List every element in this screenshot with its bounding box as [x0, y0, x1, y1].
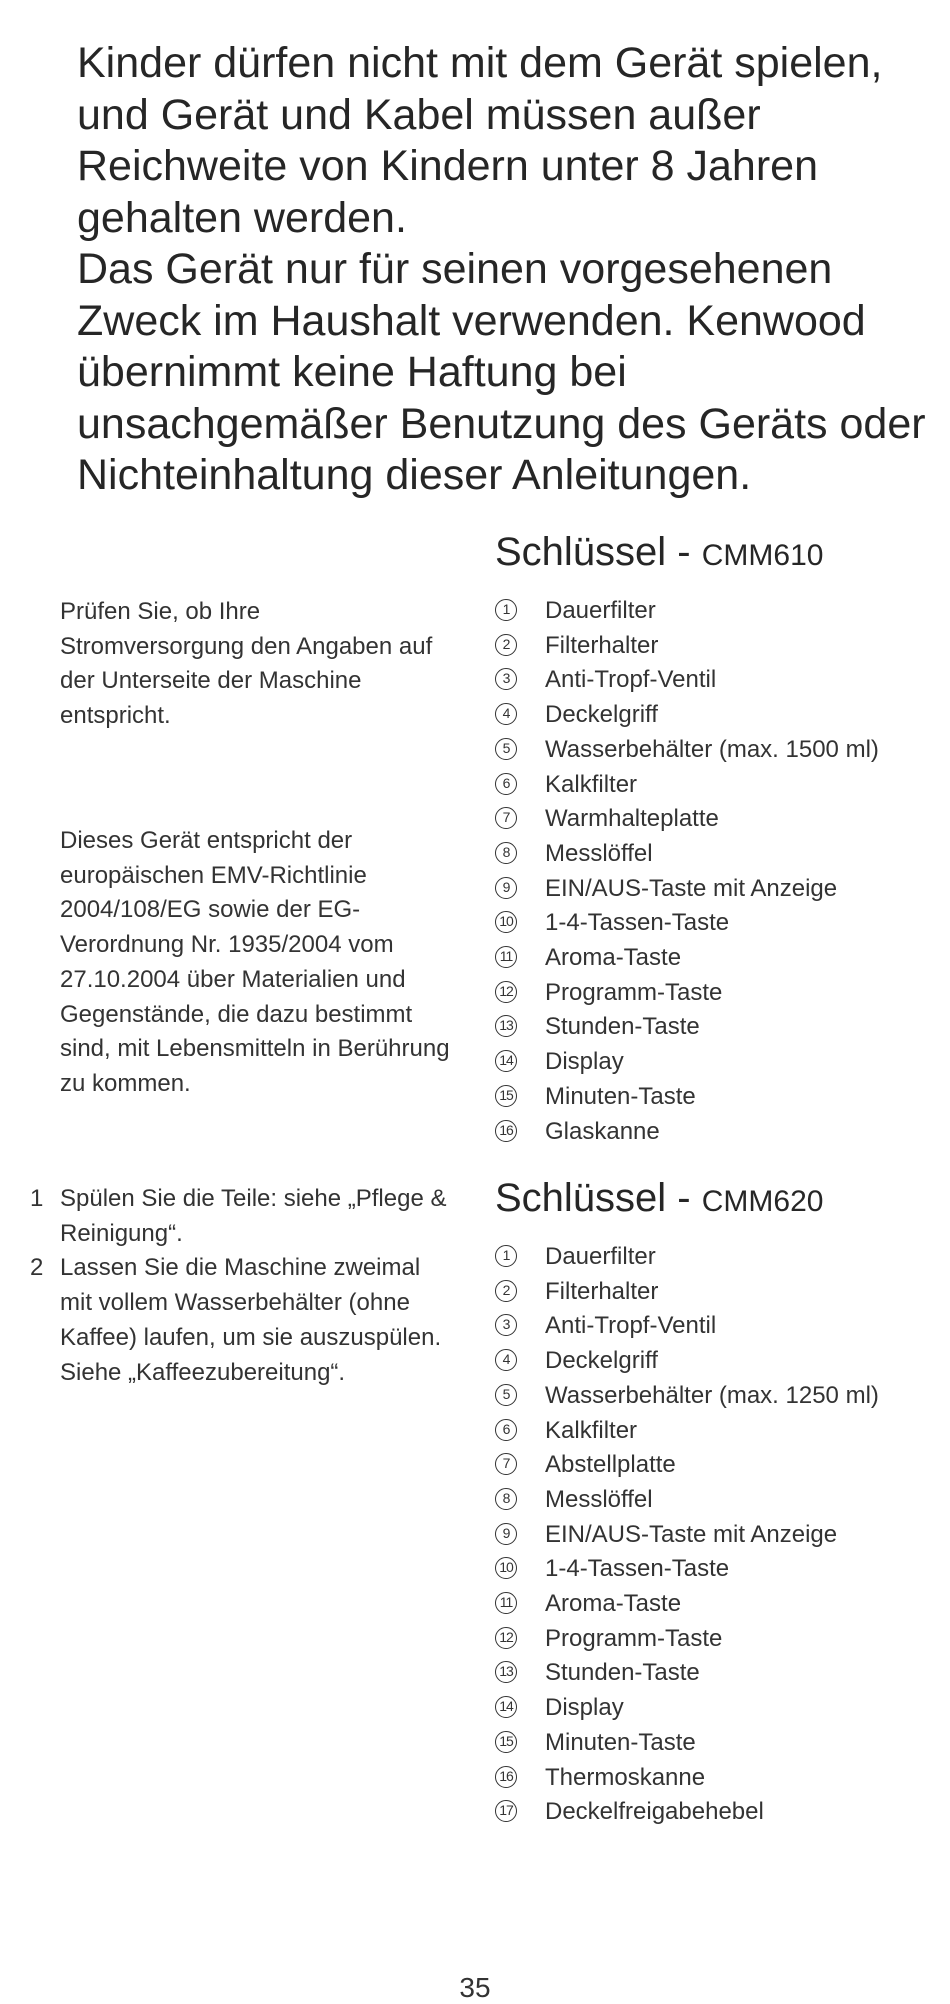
item-number-circle: 2 — [495, 1280, 517, 1302]
item-label: Thermoskanne — [545, 1763, 706, 1791]
list-item — [495, 733, 879, 768]
list-item — [495, 802, 879, 837]
item-number-circle: 9 — [495, 877, 517, 899]
item-number-circle: 3 — [495, 1314, 517, 1336]
item-number-circle: 1 — [495, 1245, 517, 1267]
item-number-circle: 15 — [495, 1085, 517, 1107]
item-label: 1-4-Tassen-Taste — [545, 1555, 730, 1583]
item-label: Stunden-Taste — [545, 1659, 700, 1687]
item-number-circle: 12 — [495, 981, 517, 1003]
key-list-cmm620 — [495, 1240, 879, 1830]
list-item — [30, 1251, 450, 1390]
item-number-circle: 7 — [495, 807, 517, 829]
list-item — [495, 1726, 879, 1761]
list-item — [495, 629, 879, 664]
item-label: Messlöffel — [545, 839, 653, 867]
item-number-circle: 8 — [495, 842, 517, 864]
list-item — [495, 1414, 879, 1449]
key-heading-cmm620 — [495, 1174, 823, 1226]
list-item — [495, 1240, 879, 1275]
item-number-circle: 8 — [495, 1488, 517, 1510]
list-item — [495, 1448, 879, 1483]
list-item — [495, 1795, 879, 1830]
item-number-circle: 4 — [495, 1349, 517, 1371]
page-number: 35 — [459, 1972, 491, 2003]
item-number-circle: 12 — [495, 1627, 517, 1649]
item-number-circle: 13 — [495, 1661, 517, 1683]
item-number-circle: 13 — [495, 1015, 517, 1037]
key-heading-cmm610 — [495, 528, 823, 580]
list-item — [495, 663, 879, 698]
item-label: Deckelgriff — [545, 1347, 658, 1375]
item-label: Kalkfilter — [545, 1416, 638, 1444]
item-number-circle: 5 — [495, 738, 517, 760]
item-label: Programm-Taste — [545, 1624, 723, 1652]
item-label: Minuten-Taste — [545, 1082, 696, 1110]
step-number: 2 — [30, 1254, 44, 1282]
item-number-circle: 6 — [495, 773, 517, 795]
item-label: Programm-Taste — [545, 978, 723, 1006]
key-heading-model: CMM610 — [701, 539, 824, 572]
item-number-circle: 4 — [495, 703, 517, 725]
item-number-circle: 9 — [495, 1523, 517, 1545]
item-number-circle: 10 — [495, 1557, 517, 1579]
item-label: Aroma-Taste — [545, 1590, 682, 1618]
item-label: Warmhalteplatte — [545, 805, 719, 833]
first-use-section — [30, 1182, 450, 1390]
item-label: Kalkfilter — [545, 770, 638, 798]
list-item — [495, 976, 879, 1011]
item-label: Messlöffel — [545, 1485, 653, 1513]
item-label: Aroma-Taste — [545, 944, 682, 972]
key-heading-label: Schlüssel - — [495, 1176, 702, 1220]
item-label: Filterhalter — [545, 631, 659, 659]
intro-paragraph-children: Kinder dürfen nicht mit dem Gerät spielen, und Gerät und Kabel müssen außer Reichweite von Kindern unter 8 Jahren gehalten werden. — [77, 39, 883, 242]
item-number-circle: 11 — [495, 1592, 517, 1614]
list-item — [495, 1344, 879, 1379]
item-label: Glaskanne — [545, 1117, 660, 1145]
item-label: Anti-Tropf-Ventil — [545, 666, 717, 694]
item-number-circle: 14 — [495, 1696, 517, 1718]
item-label: EIN/AUS-Taste mit Anzeige — [545, 874, 838, 902]
item-label: Deckelfreigabehebel — [545, 1798, 764, 1826]
list-item — [495, 1080, 879, 1115]
key-list-cmm610 — [495, 594, 879, 1149]
list-item — [495, 1275, 879, 1310]
list-item — [495, 1115, 879, 1150]
item-label: Minuten-Taste — [545, 1728, 696, 1756]
item-label: Stunden-Taste — [545, 1013, 700, 1041]
list-item — [495, 1379, 879, 1414]
item-number-circle: 3 — [495, 668, 517, 690]
power-check-section — [30, 595, 450, 734]
step-text: Lassen Sie die Maschine zweimal mit vollem Wasserbehälter (ohne Kaffee) laufen, um sie auszuspülen. Siehe „Kaffeezubereitung“. — [60, 1254, 442, 1386]
item-number-circle: 15 — [495, 1731, 517, 1753]
emc-compliance-text: Dieses Gerät entspricht der europäischen EMV-Richtlinie 2004/108/EG sowie der EG-Verordnung Nr. 1935/2004 vom 27.10.2004 über Materialien und Gegenstände, die dazu bestimmt sind, mit Lebensmitteln in Berührung zu kommen. — [60, 827, 450, 1097]
item-number-circle: 10 — [495, 911, 517, 933]
item-label: Deckelgriff — [545, 701, 658, 729]
item-label: Wasserbehälter (max. 1250 ml) — [545, 1381, 879, 1409]
item-number-circle: 6 — [495, 1419, 517, 1441]
item-number-circle: 2 — [495, 634, 517, 656]
list-item — [495, 768, 879, 803]
list-item — [495, 594, 879, 629]
first-use-steps — [30, 1182, 450, 1390]
list-item — [495, 1761, 879, 1796]
list-item — [495, 872, 879, 907]
intro-paragraph-intended-use: Das Gerät nur für seinen vorgesehenen Zweck im Haushalt verwenden. Kenwood übernimmt keine Haftung bei unsachgemäßer Benutzung des Geräts oder Nichteinhaltung dieser Anleitungen. — [77, 245, 926, 499]
item-number-circle: 1 — [495, 599, 517, 621]
key-heading-label: Schlüssel - — [495, 530, 702, 574]
item-number-circle: 14 — [495, 1050, 517, 1072]
list-item — [495, 1518, 879, 1553]
list-item — [495, 837, 879, 872]
list-item — [495, 1587, 879, 1622]
item-number-circle: 16 — [495, 1766, 517, 1788]
list-item — [495, 1552, 879, 1587]
key-heading-model: CMM620 — [701, 1185, 824, 1218]
item-label: Dauerfilter — [545, 597, 656, 624]
list-item — [495, 906, 879, 941]
item-number-circle: 16 — [495, 1120, 517, 1142]
item-label: Wasserbehälter (max. 1500 ml) — [545, 735, 879, 763]
list-item — [495, 1010, 879, 1045]
item-label: Display — [545, 1694, 624, 1722]
item-label: Filterhalter — [545, 1277, 659, 1305]
list-item — [495, 1045, 879, 1080]
item-label: Anti-Tropf-Ventil — [545, 1312, 717, 1340]
list-item — [495, 1483, 879, 1518]
step-number: 1 — [30, 1185, 44, 1212]
list-item — [495, 1622, 879, 1657]
item-number-circle: 17 — [495, 1800, 517, 1822]
list-item — [495, 1656, 879, 1691]
item-label: EIN/AUS-Taste mit Anzeige — [545, 1520, 838, 1548]
list-item — [495, 1309, 879, 1344]
item-number-circle: 11 — [495, 946, 517, 968]
item-label: Display — [545, 1048, 624, 1076]
list-item — [30, 1182, 450, 1251]
list-item — [495, 1691, 879, 1726]
item-number-circle: 7 — [495, 1453, 517, 1475]
power-check-text: Prüfen Sie, ob Ihre Stromversorgung den Angaben auf der Unterseite der Maschine entspricht. — [60, 598, 433, 730]
list-item — [495, 941, 879, 976]
step-text: Spülen Sie die Teile: siehe „Pflege & Reinigung“. — [60, 1185, 447, 1247]
list-item — [495, 698, 879, 733]
item-label: Dauerfilter — [545, 1243, 656, 1270]
item-label: Abstellplatte — [545, 1451, 676, 1479]
item-label: 1-4-Tassen-Taste — [545, 909, 730, 937]
item-number-circle: 5 — [495, 1384, 517, 1406]
safety-intro — [77, 38, 937, 502]
emc-section — [30, 824, 450, 1102]
